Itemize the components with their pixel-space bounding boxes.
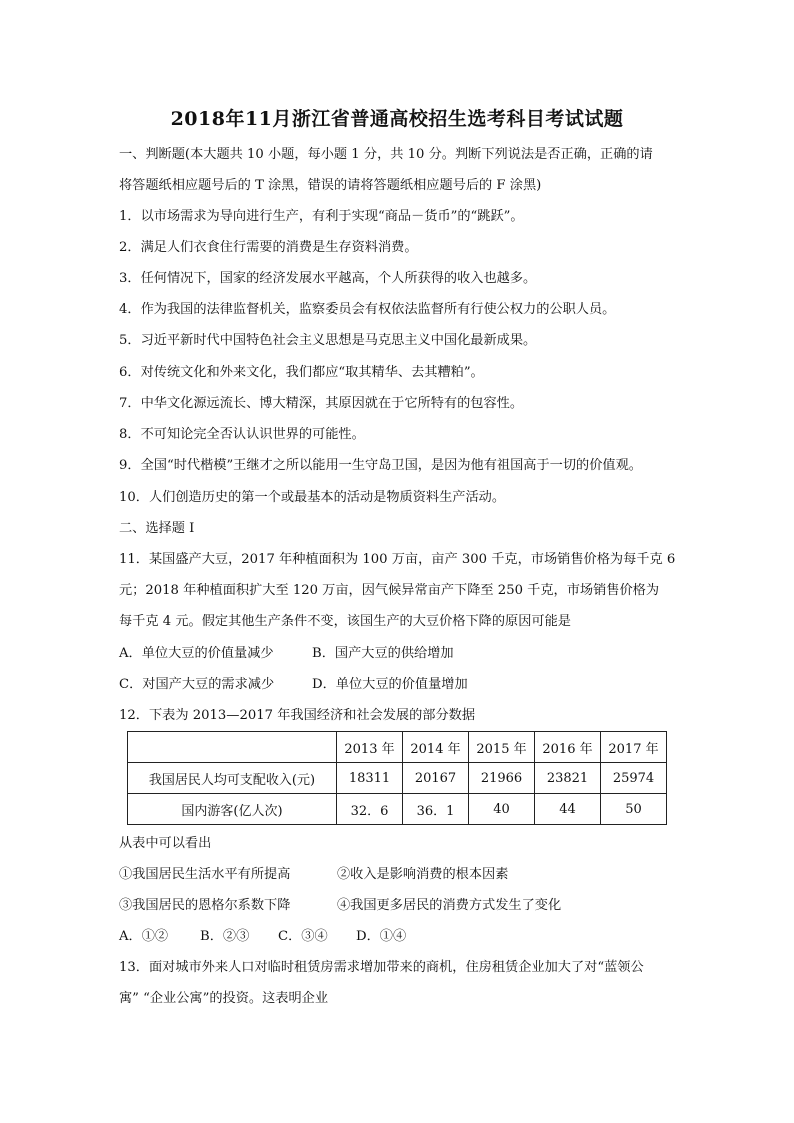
table-cell: 23821 [535,763,601,794]
q12-statement-3: ③我国居民的恩格尔系数下降 [119,898,291,913]
q12-statement-1: ①我国居民生活水平有所提高 [119,867,291,882]
judgment-item-2: 2．满足人们衣食住行需要的消费是生存资料消费。 [119,240,418,255]
q12-option-c: C．③④ [278,929,328,944]
judgment-item-1: 1．以市场需求为导向进行生产，有利于实现“商品－货币”的“跳跃”。 [119,209,524,224]
q12-option-d: D．①④ [356,929,407,944]
section2-heading: 二、选择题 I [119,521,195,536]
q12-option-a: A．①② [119,929,169,944]
table-cell: 18311 [337,763,403,794]
q11-option-b: B．国产大豆的供给增加 [312,646,454,661]
q11-option-a: A．单位大豆的价值量减少 [119,646,274,661]
table-header-cell: 2016 年 [535,732,601,763]
q12-option-b: B．②③ [200,929,250,944]
q13-line2: 寓” “企业公寓”的投资。这表明企业 [119,991,329,1006]
table-header-cell: 2013 年 [337,732,403,763]
table-row-label: 我国居民人均可支配收入(元) [128,763,337,794]
judgment-item-3: 3．任何情况下，国家的经济发展水平越高，个人所获得的收入也越多。 [119,271,537,286]
q12-statement-4: ④我国更多居民的消费方式发生了变化 [337,898,562,913]
judgment-item-9: 9．全国“时代楷模”王继才之所以能用一生守岛卫国，是因为他有祖国高于一切的价值观。 [119,458,642,473]
judgment-item-5: 5．习近平新时代中国特色社会主义思想是马克思主义中国化最新成果。 [119,333,537,348]
section1-intro-line2: 将答题纸相应题号后的 T 涂黑，错误的请将答题纸相应题号后的 F 涂黑) [119,178,542,193]
section1-intro-line1: 一、判断题(本大题共 10 小题，每小题 1 分，共 10 分。判断下列说法是否正确，正确的请 [119,147,653,162]
table-row [128,794,667,825]
judgment-item-10: 10．人们创造历史的第一个或最基本的活动是物质资料生产活动。 [119,490,506,505]
q12-line1: 12．下表为 2013—2017 年我国经济和社会发展的部分数据 [119,708,476,723]
table-header-row [128,732,667,763]
judgment-item-6: 6．对传统文化和外来文化，我们都应“取其精华、去其糟粕”。 [119,365,484,380]
table-cell: 32．6 [337,794,403,825]
table-cell: 21966 [469,763,535,794]
table-cell: 40 [469,794,535,825]
q11-line2: 元；2018 年种植面积扩大至 120 万亩，因气候异常亩产下降至 250 千克，市场销售价格为 [119,583,660,598]
table-cell: 44 [535,794,601,825]
q11-option-c: C．对国产大豆的需求减少 [119,677,275,692]
table-cell: 20167 [403,763,469,794]
page-title: 2018年11月浙江省普通高校招生选考科目考试试题 [170,108,624,130]
table-row-label: 国内游客(亿人次) [128,794,337,825]
q11-line3: 每千克 4 元。假定其他生产条件不变，该国生产的大豆价格下降的原因可能是 [119,614,571,629]
q11-line1: 11．某国盛产大豆，2017 年种植面积为 100 万亩，亩产 300 千克，市场销售价格为每千克 6 [119,552,676,567]
data-table [127,731,667,825]
table-cell: 50 [601,794,667,825]
q11-option-d: D．单位大豆的价值量增加 [312,677,468,692]
q12-after-table: 从表中可以看出 [119,836,212,851]
q12-statement-2: ②收入是影响消费的根本因素 [337,867,509,882]
table-header-cell: 2017 年 [601,732,667,763]
table-cell: 25974 [601,763,667,794]
judgment-item-8: 8．不可知论完全否认认识世界的可能性。 [119,427,365,442]
q13-line1: 13．面对城市外来人口对临时租赁房需求增加带来的商机，住房租赁企业加大了对“蓝领公 [119,960,644,975]
table-header-cell: 2014 年 [403,732,469,763]
table-row [128,763,667,794]
table-cell: 36．1 [403,794,469,825]
table-header-cell [128,732,337,763]
table-header-cell: 2015 年 [469,732,535,763]
judgment-item-4: 4．作为我国的法律监督机关，监察委员会有权依法监督所有行使公权力的公职人员。 [119,302,616,317]
judgment-item-7: 7．中华文化源远流长、博大精深，其原因就在于它所特有的包容性。 [119,396,524,411]
